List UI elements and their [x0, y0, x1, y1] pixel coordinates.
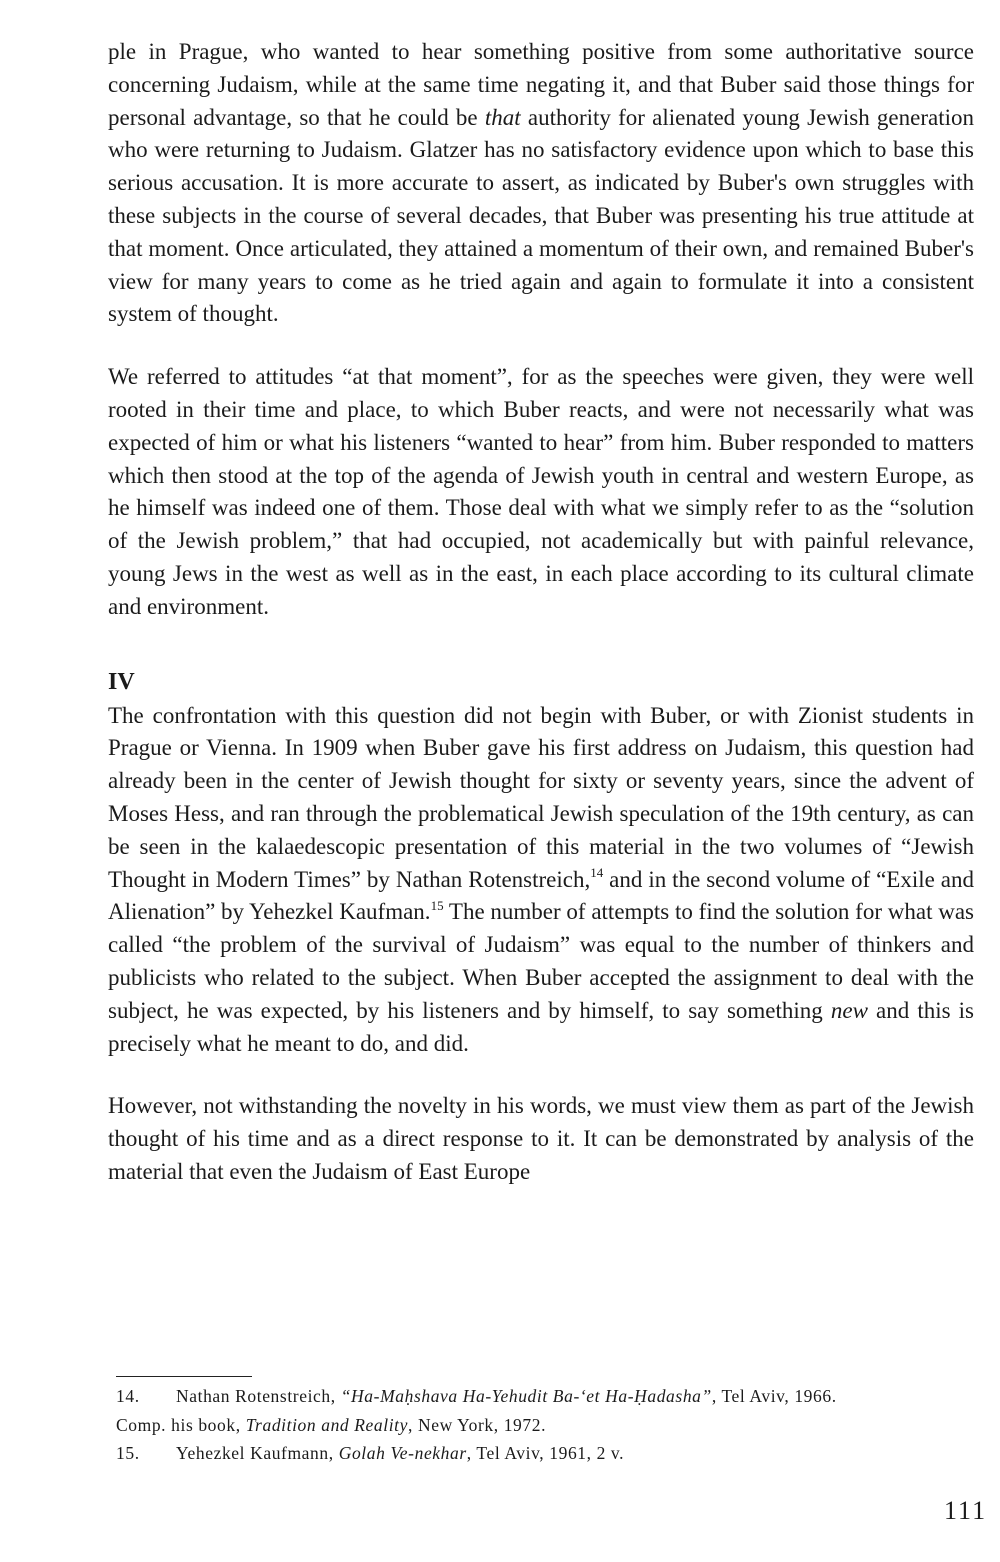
footnote-14-cont-text-b: , New York, 1972. — [408, 1414, 547, 1435]
paragraph-3-text-c: The number of attempts to find the solution for what was called “the problem of the survival of Judaism” was equal to the number of thinkers and publicists who related to the subject. When Buber accepted the assignment to deal with the subject, he was expected, by his listeners and by himself, to say something — [108, 899, 974, 1023]
footnote-15-title: Golah Ve-nekhar — [338, 1443, 467, 1463]
footnotes — [116, 1382, 974, 1468]
paragraph-3-emphasis: new — [830, 997, 868, 1023]
paragraph-1-emphasis: that — [484, 104, 521, 130]
paragraph-1 — [108, 36, 974, 331]
paragraph-3-text-a: The confrontation with this question did not begin with Buber, or with Zionist students in Prague or Vienna. In 1909 when Buber gave his first address on Judaism, this question had already been in the center of Jewish thought for sixty or seventy years, since the advent of Moses Hess, and ran through the problematical Jewish speculation of the 19th century, as can be seen in the kalaedescopic presentation of this material in the two volumes of “Jewish Thought in Modern Times” by Nathan Rotenstreich, — [108, 702, 974, 892]
paragraph-1-text-b: authority for alienated young Jewish generation who were returning to Judaism. Glatzer has no satisfactory evidence upon which to base this serious accusation. It is more accurate to assert, as indicated by Buber's own struggles with these subjects in the course of several decades, that Buber was presenting his true attitude at that moment. Once articulated, they attained a momentum of their own, and remained Buber's view for many years to come as he tried again and again to formulate it into a consistent system of thought. — [108, 104, 974, 327]
page-body — [108, 36, 974, 1189]
footnote-14-continuation — [116, 1411, 974, 1440]
footnote-15-text-b: , Tel Aviv, 1961, 2 v. — [466, 1443, 625, 1463]
footnote-ref-15[interactable]: 15 — [430, 897, 444, 913]
footnote-15 — [116, 1439, 974, 1468]
section-heading: IV — [108, 668, 135, 695]
paragraph-3-text-b: and in the second volume of “Exile and Alienation” by Yehezkel Kaufman. — [108, 866, 974, 925]
footnote-15-text-a: Yehezkel Kaufmann, — [176, 1443, 339, 1463]
footnote-15-number: 15. — [116, 1443, 140, 1463]
paragraph-3 — [108, 700, 974, 1061]
footnote-14-number: 14. — [116, 1386, 140, 1406]
paragraph-4: However, not withstanding the novelty in his words, we must view them as part of the Jewish thought of his time and as a direct response to it. It can be demonstrated by analysis of the material that even the Judaism of East Europe — [108, 1093, 974, 1184]
footnote-divider — [116, 1376, 252, 1377]
paragraph-1-text-a: ple in Prague, who wanted to hear something positive from some authoritative source concerning Judaism, while at the same time negating it, and that Buber said those things for personal advantage, so that he could be — [108, 39, 974, 130]
footnote-14-text-a: Nathan Rotenstreich, — [176, 1386, 341, 1406]
paragraph-3-text-d: and this is precisely what he meant to do, and did. — [108, 997, 974, 1056]
paragraph-2: We referred to attitudes “at that moment”, for as the speeches were given, they were well rooted in their time and place, to which Buber reacts, and were not necessarily what was expected of him or what his listeners “wanted to hear” from him. Buber responded to matters which then stood at the top of the agenda of Jewish youth in central and western Europe, as he himself was indeed one of them. Those deal with what we simply refer to as the “solution of the Jewish problem,” that had occupied, not academically but with painful relevance, young Jews in the west as well as in the east, in each place according to its cultural climate and environment. — [108, 364, 974, 619]
page-number: 111 — [944, 1496, 988, 1525]
footnote-ref-14[interactable]: 14 — [590, 864, 604, 880]
footnote-14-title: “Ha-Maḥshava Ha-Yehudit Ba-‘et Ha-Ḥadasha” — [340, 1386, 712, 1406]
footnote-14 — [116, 1382, 974, 1411]
footnote-14-cont-text-a: Comp. his book, — [116, 1414, 246, 1435]
footnote-14-book-title: Tradition and Reality — [245, 1414, 409, 1435]
footnote-14-text-b: , Tel Aviv, 1966. — [711, 1386, 837, 1406]
